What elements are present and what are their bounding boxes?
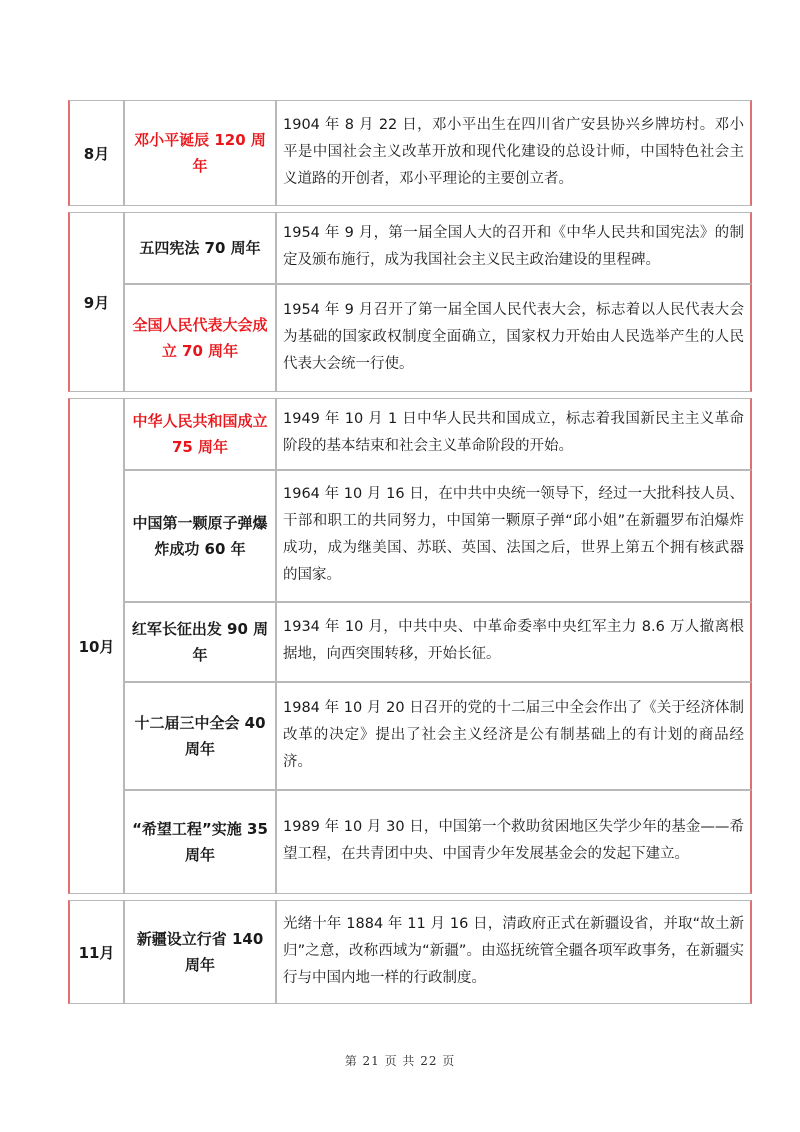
event-description: 1954 年 9 月召开了第一届全国人民代表大会，标志着以人民代表大会为基础的国家政权制度全面确立，国家权力开始由人民选举产生的人民代表大会统一行使。: [276, 284, 752, 392]
event-description: 1984 年 10 月 20 日召开的党的十二届三中全会作出了《关于经济体制改革的决定》提出了社会主义经济是公有制基础上的有计划的商品经济。: [276, 682, 752, 790]
month-cell: 11月: [68, 900, 124, 1004]
month-cell: 8月: [68, 100, 124, 206]
event-title: “希望工程”实施 35 周年: [124, 790, 276, 894]
event-description: 1904 年 8 月 22 日，邓小平出生在四川省广安县协兴乡牌坊村。邓小平是中国社会主义改革开放和现代化建设的总设计师，中国特色社会主义道路的开创者，邓小平理论的主要创立者。: [276, 100, 752, 206]
month-cell: 9月: [68, 212, 124, 392]
page-footer: 第 21 页 共 22 页: [344, 1054, 456, 1068]
table-row: [68, 284, 752, 392]
event-title: 新疆设立行省 140 周年: [124, 900, 276, 1004]
table-row: [68, 682, 752, 790]
event-title: 红军长征出发 90 周年: [124, 602, 276, 682]
table-row: [68, 900, 752, 1004]
anniversary-table: [68, 100, 752, 1004]
month-cell: 10月: [68, 398, 124, 894]
event-title: 中国第一颗原子弹爆炸成功 60 年: [124, 470, 276, 602]
event-title: 十二届三中全会 40 周年: [124, 682, 276, 790]
table-row: [68, 790, 752, 894]
event-description: 1934 年 10 月，中共中央、中革命委率中央红军主力 8.6 万人撤离根据地，向西突围转移，开始长征。: [276, 602, 752, 682]
event-description: 1989 年 10 月 30 日，中国第一个救助贫困地区失学少年的基金——希望工程，在共青团中央、中国青少年发展基金会的发起下建立。: [276, 790, 752, 894]
event-title: 邓小平诞辰 120 周年: [124, 100, 276, 206]
event-description: 1949 年 10 月 1 日中华人民共和国成立，标志着我国新民主主义革命阶段的基本结束和社会主义革命阶段的开始。: [276, 398, 752, 470]
table-row: [68, 470, 752, 602]
table-row: [68, 602, 752, 682]
event-description: 光绪十年 1884 年 11 月 16 日，清政府正式在新疆设省，并取“故土新归”之意，改称西域为“新疆”。由巡抚统管全疆各项军政事务，在新疆实行与中国内地一样的行政制度。: [276, 900, 752, 1004]
table-row: [68, 212, 752, 284]
table-row: [68, 398, 752, 470]
event-title: 全国人民代表大会成立 70 周年: [124, 284, 276, 392]
event-title: 中华人民共和国成立 75 周年: [124, 398, 276, 470]
event-title: 五四宪法 70 周年: [124, 212, 276, 284]
table-row: [68, 100, 752, 206]
event-description: 1954 年 9 月，第一届全国人大的召开和《中华人民共和国宪法》的制定及颁布施行，成为我国社会主义民主政治建设的里程碑。: [276, 212, 752, 284]
event-description: 1964 年 10 月 16 日，在中共中央统一领导下，经过一大批科技人员、干部和职工的共同努力，中国第一颗原子弹“邱小姐”在新疆罗布泊爆炸成功，成为继美国、苏联、英国、法国之后，世界上第五个拥有核武器的国家。: [276, 470, 752, 602]
